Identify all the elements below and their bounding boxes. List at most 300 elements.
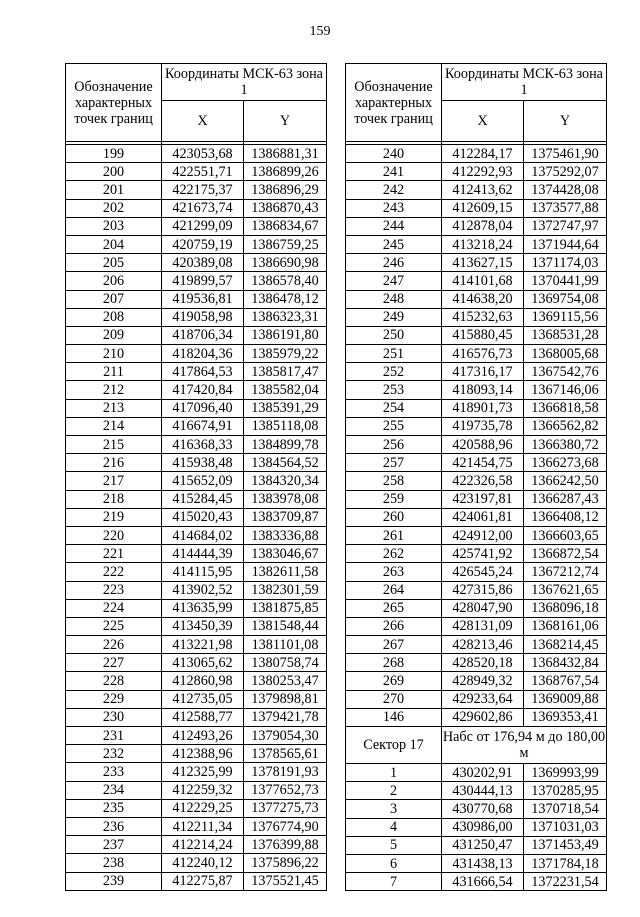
x-coordinate-cell: 415020,43 bbox=[162, 508, 244, 526]
point-number-cell: 238 bbox=[66, 854, 162, 872]
point-number-cell: 3 bbox=[346, 800, 442, 818]
table-row bbox=[66, 308, 327, 326]
x-coordinate-cell: 424061,81 bbox=[442, 508, 524, 526]
x-coordinate-cell: 422551,71 bbox=[162, 163, 244, 181]
x-coordinate-cell: 415652,09 bbox=[162, 472, 244, 490]
point-number-cell: 268 bbox=[346, 654, 442, 672]
table-row bbox=[346, 217, 607, 235]
x-coordinate-cell: 412325,99 bbox=[162, 763, 244, 781]
table-row bbox=[66, 472, 327, 490]
y-coordinate-cell: 1375461,90 bbox=[524, 145, 607, 163]
point-number-cell: 258 bbox=[346, 472, 442, 490]
x-coordinate-cell: 412284,17 bbox=[442, 145, 524, 163]
point-number-cell: 146 bbox=[346, 708, 442, 726]
table-row bbox=[346, 272, 607, 290]
y-coordinate-cell: 1382611,58 bbox=[244, 563, 327, 581]
y-coordinate-cell: 1384899,78 bbox=[244, 436, 327, 454]
point-number-cell: 246 bbox=[346, 254, 442, 272]
y-coordinate-cell: 1368767,54 bbox=[524, 672, 607, 690]
table-row bbox=[66, 836, 327, 854]
point-number-cell: 263 bbox=[346, 563, 442, 581]
table-row bbox=[346, 690, 607, 708]
y-coordinate-cell: 1375292,07 bbox=[524, 163, 607, 181]
y-coordinate-cell: 1369353,41 bbox=[524, 708, 607, 726]
y-coordinate-cell: 1367542,76 bbox=[524, 363, 607, 381]
table-row bbox=[346, 436, 607, 454]
table-row bbox=[66, 163, 327, 181]
coords-title-header: Координаты МСК-63 зона 1 bbox=[162, 64, 327, 101]
table-row bbox=[346, 163, 607, 181]
y-coordinate-cell: 1385817,47 bbox=[244, 363, 327, 381]
y-coordinate-cell: 1370718,54 bbox=[524, 800, 607, 818]
table-row bbox=[66, 217, 327, 235]
sector-label: Сектор 17 bbox=[346, 727, 442, 764]
x-coordinate-cell: 426545,24 bbox=[442, 563, 524, 581]
point-number-cell: 231 bbox=[66, 727, 162, 745]
point-number-cell: 239 bbox=[66, 872, 162, 890]
point-number-cell: 245 bbox=[346, 235, 442, 253]
point-number-cell: 1 bbox=[346, 764, 442, 782]
y-coordinate-cell: 1379054,30 bbox=[244, 727, 327, 745]
table-row bbox=[346, 290, 607, 308]
y-coordinate-cell: 1368531,28 bbox=[524, 326, 607, 344]
table-row bbox=[346, 363, 607, 381]
x-coordinate-cell: 428131,09 bbox=[442, 617, 524, 635]
point-number-cell: 209 bbox=[66, 326, 162, 344]
x-coordinate-cell: 413221,98 bbox=[162, 636, 244, 654]
x-coordinate-cell: 417864,53 bbox=[162, 363, 244, 381]
x-coordinate-cell: 412588,77 bbox=[162, 708, 244, 726]
x-coordinate-cell: 421673,74 bbox=[162, 199, 244, 217]
point-number-cell: 259 bbox=[346, 490, 442, 508]
y-coordinate-cell: 1374428,08 bbox=[524, 181, 607, 199]
x-coordinate-cell: 417316,17 bbox=[442, 363, 524, 381]
x-coordinate-cell: 428949,32 bbox=[442, 672, 524, 690]
table-row bbox=[346, 254, 607, 272]
table-row bbox=[66, 599, 327, 617]
point-number-cell: 234 bbox=[66, 781, 162, 799]
table-row bbox=[346, 345, 607, 363]
point-number-cell: 257 bbox=[346, 454, 442, 472]
y-coordinate-cell: 1383046,67 bbox=[244, 545, 327, 563]
x-coordinate-cell: 428213,46 bbox=[442, 636, 524, 654]
table-row bbox=[66, 145, 327, 163]
point-number-cell: 208 bbox=[66, 308, 162, 326]
table-row bbox=[346, 417, 607, 435]
x-coordinate-cell: 416576,73 bbox=[442, 345, 524, 363]
point-number-cell: 266 bbox=[346, 617, 442, 635]
x-coordinate-cell: 429602,86 bbox=[442, 708, 524, 726]
coordinates-table-left bbox=[65, 63, 327, 891]
sector-description: Набс от 176,94 м до 180,00 м bbox=[442, 727, 607, 764]
point-number-cell: 269 bbox=[346, 672, 442, 690]
y-coordinate-cell: 1383978,08 bbox=[244, 490, 327, 508]
point-number-cell: 264 bbox=[346, 581, 442, 599]
x-coordinate-cell: 430444,13 bbox=[442, 782, 524, 800]
point-number-cell: 207 bbox=[66, 290, 162, 308]
y-coordinate-cell: 1383336,88 bbox=[244, 526, 327, 544]
table-row bbox=[346, 636, 607, 654]
point-number-cell: 251 bbox=[346, 345, 442, 363]
table-row bbox=[66, 763, 327, 781]
x-coordinate-cell: 417096,40 bbox=[162, 399, 244, 417]
point-number-cell: 226 bbox=[66, 636, 162, 654]
x-coordinate-cell: 430770,68 bbox=[442, 800, 524, 818]
y-coordinate-cell: 1366408,12 bbox=[524, 508, 607, 526]
y-coordinate-cell: 1375896,22 bbox=[244, 854, 327, 872]
table-row bbox=[66, 381, 327, 399]
x-coordinate-cell: 412240,12 bbox=[162, 854, 244, 872]
x-coordinate-cell: 412860,98 bbox=[162, 672, 244, 690]
y-coordinate-cell: 1372231,54 bbox=[524, 873, 607, 891]
x-coordinate-cell: 430986,00 bbox=[442, 818, 524, 836]
y-coordinate-cell: 1366603,65 bbox=[524, 526, 607, 544]
y-coordinate-cell: 1385582,04 bbox=[244, 381, 327, 399]
table-row bbox=[66, 654, 327, 672]
x-coordinate-cell: 412211,34 bbox=[162, 817, 244, 835]
table-row bbox=[66, 708, 327, 726]
point-number-cell: 215 bbox=[66, 436, 162, 454]
point-number-cell: 237 bbox=[66, 836, 162, 854]
y-coordinate-cell: 1375521,45 bbox=[244, 872, 327, 890]
y-coordinate-cell: 1381101,08 bbox=[244, 636, 327, 654]
y-coordinate-cell: 1380253,47 bbox=[244, 672, 327, 690]
point-number-cell: 270 bbox=[346, 690, 442, 708]
table-row bbox=[66, 545, 327, 563]
y-coordinate-cell: 1384564,52 bbox=[244, 454, 327, 472]
x-coordinate-cell: 428520,18 bbox=[442, 654, 524, 672]
point-number-cell: 204 bbox=[66, 235, 162, 253]
point-number-cell: 219 bbox=[66, 508, 162, 526]
x-coordinate-cell: 422326,58 bbox=[442, 472, 524, 490]
point-number-cell: 205 bbox=[66, 254, 162, 272]
y-coordinate-cell: 1367212,74 bbox=[524, 563, 607, 581]
table-row bbox=[346, 199, 607, 217]
y-coordinate-cell: 1367621,65 bbox=[524, 581, 607, 599]
x-coordinate-cell: 412229,25 bbox=[162, 799, 244, 817]
table-row bbox=[346, 399, 607, 417]
y-coordinate-cell: 1386834,67 bbox=[244, 217, 327, 235]
x-coordinate-cell: 420389,08 bbox=[162, 254, 244, 272]
table-row bbox=[346, 308, 607, 326]
point-number-cell: 240 bbox=[346, 145, 442, 163]
y-coordinate-cell: 1366242,50 bbox=[524, 472, 607, 490]
point-number-cell: 233 bbox=[66, 763, 162, 781]
x-coordinate-cell: 414684,02 bbox=[162, 526, 244, 544]
point-number-cell: 244 bbox=[346, 217, 442, 235]
x-coordinate-cell: 415232,63 bbox=[442, 308, 524, 326]
x-coordinate-cell: 412413,62 bbox=[442, 181, 524, 199]
x-coordinate-cell: 412275,87 bbox=[162, 872, 244, 890]
x-coordinate-cell: 423053,68 bbox=[162, 145, 244, 163]
y-coordinate-cell: 1376399,88 bbox=[244, 836, 327, 854]
y-coordinate-cell: 1368432,84 bbox=[524, 654, 607, 672]
y-coordinate-cell: 1386323,31 bbox=[244, 308, 327, 326]
coordinates-table-right bbox=[345, 63, 607, 891]
y-coordinate-cell: 1377652,73 bbox=[244, 781, 327, 799]
point-number-cell: 218 bbox=[66, 490, 162, 508]
x-coordinate-cell: 419536,81 bbox=[162, 290, 244, 308]
y-coordinate-cell: 1372747,97 bbox=[524, 217, 607, 235]
point-number-cell: 249 bbox=[346, 308, 442, 326]
point-number-cell: 6 bbox=[346, 854, 442, 872]
point-number-cell: 5 bbox=[346, 836, 442, 854]
table-row bbox=[346, 782, 607, 800]
x-coordinate-cell: 420588,96 bbox=[442, 436, 524, 454]
page-number: 159 bbox=[309, 24, 331, 39]
y-coordinate-cell: 1370285,95 bbox=[524, 782, 607, 800]
table-row bbox=[346, 581, 607, 599]
point-number-cell: 211 bbox=[66, 363, 162, 381]
table-row bbox=[346, 873, 607, 891]
y-coordinate-cell: 1371031,03 bbox=[524, 818, 607, 836]
table-row bbox=[346, 381, 607, 399]
x-coordinate-cell: 413635,99 bbox=[162, 599, 244, 617]
y-coordinate-cell: 1366562,82 bbox=[524, 417, 607, 435]
y-coordinate-cell: 1369754,08 bbox=[524, 290, 607, 308]
table-row bbox=[66, 563, 327, 581]
x-coordinate-cell: 427315,86 bbox=[442, 581, 524, 599]
table-row bbox=[66, 617, 327, 635]
table-row bbox=[346, 490, 607, 508]
y-coordinate-cell: 1376774,90 bbox=[244, 817, 327, 835]
point-number-cell: 213 bbox=[66, 399, 162, 417]
point-number-cell: 214 bbox=[66, 417, 162, 435]
table-row bbox=[66, 672, 327, 690]
point-number-cell: 235 bbox=[66, 799, 162, 817]
x-coordinate-cell: 414101,68 bbox=[442, 272, 524, 290]
table-row bbox=[66, 272, 327, 290]
x-header: X bbox=[162, 101, 244, 142]
table-row bbox=[346, 508, 607, 526]
point-number-cell: 227 bbox=[66, 654, 162, 672]
x-coordinate-cell: 414638,20 bbox=[442, 290, 524, 308]
x-coordinate-cell: 415938,48 bbox=[162, 454, 244, 472]
x-coordinate-cell: 421454,75 bbox=[442, 454, 524, 472]
table-row bbox=[66, 581, 327, 599]
table-row bbox=[66, 781, 327, 799]
point-number-cell: 241 bbox=[346, 163, 442, 181]
x-coordinate-cell: 421299,09 bbox=[162, 217, 244, 235]
table-row bbox=[66, 417, 327, 435]
y-coordinate-cell: 1386478,12 bbox=[244, 290, 327, 308]
x-coordinate-cell: 419735,78 bbox=[442, 417, 524, 435]
point-number-cell: 225 bbox=[66, 617, 162, 635]
x-coordinate-cell: 430202,91 bbox=[442, 764, 524, 782]
x-coordinate-cell: 412493,26 bbox=[162, 727, 244, 745]
table-row bbox=[66, 235, 327, 253]
y-coordinate-cell: 1385979,22 bbox=[244, 345, 327, 363]
x-coordinate-cell: 416368,33 bbox=[162, 436, 244, 454]
table-row bbox=[346, 617, 607, 635]
table-row bbox=[346, 326, 607, 344]
x-coordinate-cell: 422175,37 bbox=[162, 181, 244, 199]
y-coordinate-cell: 1367146,06 bbox=[524, 381, 607, 399]
table-row bbox=[66, 745, 327, 763]
point-number-cell: 222 bbox=[66, 563, 162, 581]
y-coordinate-cell: 1385391,29 bbox=[244, 399, 327, 417]
point-number-cell: 236 bbox=[66, 817, 162, 835]
point-number-cell: 260 bbox=[346, 508, 442, 526]
y-coordinate-cell: 1373577,88 bbox=[524, 199, 607, 217]
y-coordinate-cell: 1371174,03 bbox=[524, 254, 607, 272]
designation-header: Обозначение характерных точек границ bbox=[346, 64, 442, 142]
point-number-cell: 220 bbox=[66, 526, 162, 544]
point-number-cell: 261 bbox=[346, 526, 442, 544]
x-coordinate-cell: 413450,39 bbox=[162, 617, 244, 635]
y-coordinate-cell: 1368161,06 bbox=[524, 617, 607, 635]
table-row bbox=[346, 181, 607, 199]
table-row bbox=[346, 235, 607, 253]
point-number-cell: 262 bbox=[346, 545, 442, 563]
x-coordinate-cell: 418901,73 bbox=[442, 399, 524, 417]
table-row bbox=[66, 854, 327, 872]
y-coordinate-cell: 1384320,34 bbox=[244, 472, 327, 490]
point-number-cell: 217 bbox=[66, 472, 162, 490]
point-number-cell: 242 bbox=[346, 181, 442, 199]
y-coordinate-cell: 1366818,58 bbox=[524, 399, 607, 417]
y-coordinate-cell: 1377275,73 bbox=[244, 799, 327, 817]
x-coordinate-cell: 413902,52 bbox=[162, 581, 244, 599]
table-row bbox=[66, 254, 327, 272]
point-number-cell: 202 bbox=[66, 199, 162, 217]
point-number-cell: 199 bbox=[66, 145, 162, 163]
table-row bbox=[66, 490, 327, 508]
x-header: X bbox=[442, 101, 524, 142]
x-coordinate-cell: 413627,15 bbox=[442, 254, 524, 272]
coords-title-header: Координаты МСК-63 зона 1 bbox=[442, 64, 607, 101]
point-number-cell: 200 bbox=[66, 163, 162, 181]
y-coordinate-cell: 1366380,72 bbox=[524, 436, 607, 454]
point-number-cell: 201 bbox=[66, 181, 162, 199]
table-row bbox=[66, 817, 327, 835]
x-coordinate-cell: 419058,98 bbox=[162, 308, 244, 326]
y-coordinate-cell: 1383709,87 bbox=[244, 508, 327, 526]
point-number-cell: 265 bbox=[346, 599, 442, 617]
table-row bbox=[346, 145, 607, 163]
y-coordinate-cell: 1379421,78 bbox=[244, 708, 327, 726]
x-coordinate-cell: 414115,95 bbox=[162, 563, 244, 581]
y-header: Y bbox=[244, 101, 327, 142]
point-number-cell: 212 bbox=[66, 381, 162, 399]
table-row bbox=[66, 526, 327, 544]
y-coordinate-cell: 1386881,31 bbox=[244, 145, 327, 163]
y-coordinate-cell: 1366287,43 bbox=[524, 490, 607, 508]
y-coordinate-cell: 1380758,74 bbox=[244, 654, 327, 672]
x-coordinate-cell: 431666,54 bbox=[442, 873, 524, 891]
x-coordinate-cell: 418706,34 bbox=[162, 326, 244, 344]
x-coordinate-cell: 415880,45 bbox=[442, 326, 524, 344]
x-coordinate-cell: 412259,32 bbox=[162, 781, 244, 799]
y-coordinate-cell: 1368214,45 bbox=[524, 636, 607, 654]
y-coordinate-cell: 1378191,93 bbox=[244, 763, 327, 781]
y-coordinate-cell: 1386191,80 bbox=[244, 326, 327, 344]
y-coordinate-cell: 1386759,25 bbox=[244, 235, 327, 253]
table-row bbox=[346, 472, 607, 490]
y-coordinate-cell: 1370441,99 bbox=[524, 272, 607, 290]
table-row bbox=[66, 436, 327, 454]
table-row bbox=[346, 854, 607, 872]
point-number-cell: 203 bbox=[66, 217, 162, 235]
y-coordinate-cell: 1381548,44 bbox=[244, 617, 327, 635]
designation-header: Обозначение характерных точек границ bbox=[66, 64, 162, 142]
table-row bbox=[346, 654, 607, 672]
table-row bbox=[346, 563, 607, 581]
y-coordinate-cell: 1385118,08 bbox=[244, 417, 327, 435]
table-row bbox=[346, 599, 607, 617]
x-coordinate-cell: 412292,93 bbox=[442, 163, 524, 181]
y-coordinate-cell: 1369115,56 bbox=[524, 308, 607, 326]
point-number-cell: 2 bbox=[346, 782, 442, 800]
table-row bbox=[66, 727, 327, 745]
table-row bbox=[66, 363, 327, 381]
point-number-cell: 224 bbox=[66, 599, 162, 617]
point-number-cell: 4 bbox=[346, 818, 442, 836]
table-row bbox=[346, 454, 607, 472]
x-coordinate-cell: 412878,04 bbox=[442, 217, 524, 235]
table-row bbox=[66, 399, 327, 417]
table-row bbox=[346, 526, 607, 544]
x-coordinate-cell: 415284,45 bbox=[162, 490, 244, 508]
point-number-cell: 228 bbox=[66, 672, 162, 690]
y-coordinate-cell: 1382301,59 bbox=[244, 581, 327, 599]
point-number-cell: 7 bbox=[346, 873, 442, 891]
table-row bbox=[346, 818, 607, 836]
point-number-cell: 256 bbox=[346, 436, 442, 454]
y-coordinate-cell: 1386870,43 bbox=[244, 199, 327, 217]
point-number-cell: 221 bbox=[66, 545, 162, 563]
table-row bbox=[66, 872, 327, 890]
table-row bbox=[66, 199, 327, 217]
y-coordinate-cell: 1366273,68 bbox=[524, 454, 607, 472]
y-coordinate-cell: 1368096,18 bbox=[524, 599, 607, 617]
point-number-cell: 230 bbox=[66, 708, 162, 726]
point-number-cell: 252 bbox=[346, 363, 442, 381]
x-coordinate-cell: 431438,13 bbox=[442, 854, 524, 872]
point-number-cell: 223 bbox=[66, 581, 162, 599]
y-coordinate-cell: 1386896,29 bbox=[244, 181, 327, 199]
table-row bbox=[66, 636, 327, 654]
point-number-cell: 250 bbox=[346, 326, 442, 344]
table-row bbox=[66, 799, 327, 817]
point-number-cell: 254 bbox=[346, 399, 442, 417]
y-coordinate-cell: 1386690,98 bbox=[244, 254, 327, 272]
x-coordinate-cell: 417420,84 bbox=[162, 381, 244, 399]
x-coordinate-cell: 414444,39 bbox=[162, 545, 244, 563]
point-number-cell: 232 bbox=[66, 745, 162, 763]
table-row bbox=[346, 672, 607, 690]
point-number-cell: 243 bbox=[346, 199, 442, 217]
x-coordinate-cell: 431250,47 bbox=[442, 836, 524, 854]
y-coordinate-cell: 1368005,68 bbox=[524, 345, 607, 363]
point-number-cell: 210 bbox=[66, 345, 162, 363]
y-coordinate-cell: 1386899,26 bbox=[244, 163, 327, 181]
x-coordinate-cell: 412214,24 bbox=[162, 836, 244, 854]
point-number-cell: 247 bbox=[346, 272, 442, 290]
point-number-cell: 255 bbox=[346, 417, 442, 435]
x-coordinate-cell: 420759,19 bbox=[162, 235, 244, 253]
point-number-cell: 253 bbox=[346, 381, 442, 399]
point-number-cell: 216 bbox=[66, 454, 162, 472]
y-coordinate-cell: 1369993,99 bbox=[524, 764, 607, 782]
x-coordinate-cell: 418204,36 bbox=[162, 345, 244, 363]
table-row bbox=[346, 836, 607, 854]
x-coordinate-cell: 424912,00 bbox=[442, 526, 524, 544]
table-row bbox=[346, 545, 607, 563]
table-row bbox=[66, 690, 327, 708]
x-coordinate-cell: 429233,64 bbox=[442, 690, 524, 708]
table-row bbox=[346, 708, 607, 726]
